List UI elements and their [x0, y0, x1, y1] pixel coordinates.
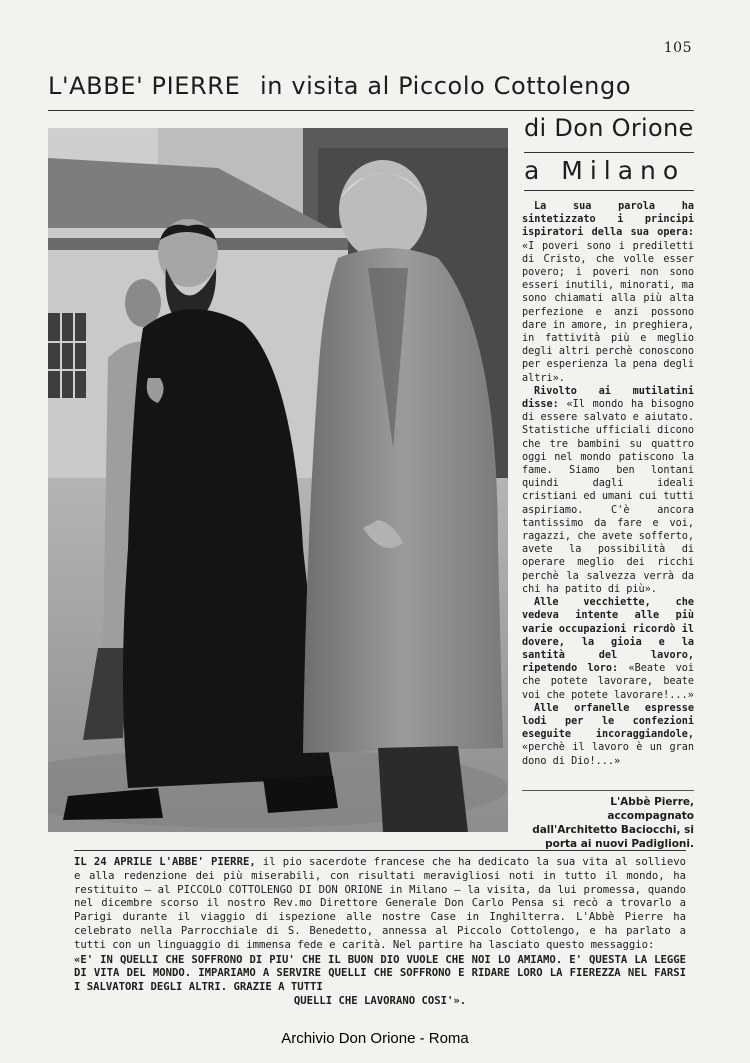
col-p3-body: «Beate voi che potete lavorare, beate voi che potete lavorare!...» — [522, 663, 694, 701]
col-p2-lead: Rivolto ai mutilatini disse: — [522, 385, 694, 411]
col-p2-body: «Il mondo ha bisogno di essere salvato e aiutato. Statistiche ufficiali dicono che tre bambini su quattro oggi nel mondo patiscono la fame. Siamo ben lontani quindi dagli ideali cristiani ed umani cui tutti aspiriamo. C'è ancora tantissimo da fare e voi, ragazzi, che avete sofferto, avete la possibilità di operare meglio dei ricchi perchè la salvezza verrà da chi ha patito di più». — [522, 399, 694, 595]
headline-line3: a Milano — [524, 156, 686, 185]
bottom-article — [74, 856, 686, 1009]
col-p4-lead: Alle orfanelle espresse lodi per le confezioni eseguite incoraggiandole, — [522, 702, 694, 741]
bottom-lead: IL 24 APRILE L'ABBE' PIERRE, — [74, 856, 256, 868]
headline-line2: di Don Orione — [524, 114, 694, 142]
bottom-body: il pio sacerdote francese che ha dedicato la sua vita al sollievo e alla redenzione dei più miserabili, con risultati meravigliosi noti in tutto il mondo, ha restituito — al PICCOLO COTTOLENGO DI DON ORIONE in Milano — la visita, da lui promessa, quando nel dicembre scorso il nostro Rev.mo Direttore Generale Don Carlo Pensa si recò a trovarlo a Parigi durante il viaggio di ispezione alle nostre Case in Inghilterra. L'Abbè Pierre ha celebrato nella Parrocchiale di S. Benedetto, annessa al Piccolo Cottolengo, e ha parlato a tutti con un linguaggio di immensa fede e carità. Nel partire ha lasciato questo messaggio: — [74, 856, 686, 951]
headline-rule-2 — [524, 152, 694, 153]
page-number: 105 — [663, 40, 692, 56]
abbe-pierre-walking-photo — [48, 128, 508, 832]
photo-caption: L'Abbè Pierre, accompagnato dall'Architetto Baciocchi, si porta ai nuovi Padiglioni. — [532, 796, 694, 850]
bottom-rule — [74, 850, 686, 851]
caption-rule — [522, 790, 694, 791]
col-p3-lead: Alle vecchiette, che vedeva intente alle più varie occupazioni ricordò il dovere, la gioia e la santità del lavoro, ripetendo loro: — [522, 597, 694, 675]
col-p1-lead: La sua parola ha sintetizzato i principi ispiratori della sua opera: — [522, 201, 694, 239]
col-paragraph-3 — [522, 596, 694, 702]
message-quote-end: QUELLI CHE LAVORANO COSI'». — [293, 994, 467, 1007]
archive-footer: Archivio Don Orione - Roma — [281, 1030, 469, 1047]
headline-name: L'ABBE' PIERRE — [48, 72, 241, 100]
headline-rest: in visita al Piccolo Cottolengo — [260, 72, 632, 100]
col-paragraph-4 — [522, 702, 694, 768]
headline — [48, 72, 698, 100]
col-p4-body: «perchè il lavoro è un gran dono di Dio!...» — [522, 742, 694, 767]
headline-rule-3 — [524, 190, 694, 191]
side-column-text — [522, 200, 694, 768]
message-quote: «E' IN QUELLI CHE SOFFRONO DI PIU' CHE IL BUON DIO VUOLE CHE NOI LO AMIAMO. E' QUESTA LA LEGGE DI VITA DEL MONDO. IMPARIAMO A SERVIRE QUELLI CHE SOFFRONO E RIDARE LORO LA FIEREZZA NEL FARSI I SALVATORI DEGLI ALTRI. GRAZIE A TUTTI — [74, 953, 686, 994]
photo-illustration — [48, 128, 508, 832]
col-p1-body: «I poveri sono i prediletti di Cristo, che volle esser povero; i poveri non sono esseri inutili, minorati, ma sono chiamati alla più alta perfezione e anzi possono dare in amore, in preghiera, in fattività più e meglio degli altri perchè conoscono per esperienza la pena degli altri». — [522, 240, 694, 384]
col-paragraph-1 — [522, 200, 694, 385]
col-paragraph-2 — [522, 385, 694, 596]
bottom-paragraph — [74, 856, 686, 953]
headline-rule — [48, 110, 694, 111]
